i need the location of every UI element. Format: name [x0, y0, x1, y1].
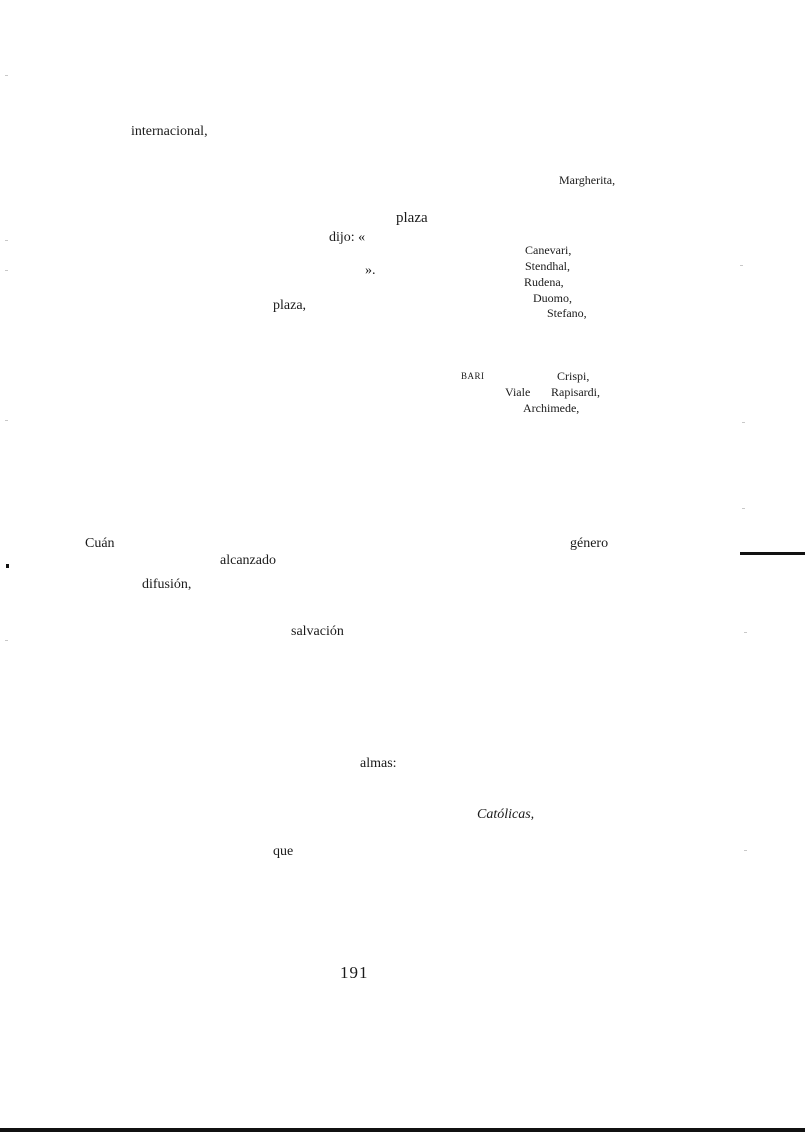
edge-rule-right: [740, 552, 805, 555]
scan-speck: [5, 420, 8, 421]
word-rapisardi: Rapisardi,: [551, 385, 600, 399]
word-viale: Viale: [505, 385, 531, 399]
word-bari: BARI: [461, 371, 485, 381]
word-internacional: internacional,: [131, 124, 208, 139]
word-plaza: plaza: [396, 210, 428, 226]
scan-speck: [5, 640, 8, 641]
word-archimede: Archimede,: [523, 401, 580, 415]
word-rudena: Rudena,: [524, 275, 564, 289]
scan-speck: [744, 850, 747, 851]
word-difusion: difusión,: [142, 577, 192, 592]
page-number: 191: [340, 963, 369, 982]
word-almas: almas:: [360, 756, 397, 771]
scan-speck: [740, 265, 743, 266]
edge-rule-bottom: [0, 1128, 805, 1132]
word-stefano: Stefano,: [547, 306, 587, 320]
word-cuan: Cuán: [85, 536, 115, 551]
margin-mark: [6, 564, 9, 568]
word-canevari: Canevari,: [525, 243, 572, 257]
word-dijo: dijo: «: [329, 230, 366, 245]
word-catolicas: Católicas,: [477, 807, 535, 822]
word-crispi: Crispi,: [557, 369, 590, 383]
scan-speck: [742, 422, 745, 423]
word-que: que: [273, 844, 294, 859]
scan-speck: [5, 270, 8, 271]
word-alcanzado: alcanzado: [220, 553, 276, 568]
scan-speck: [742, 508, 745, 509]
word-genero: género: [570, 536, 609, 551]
word-margherita: Margherita,: [559, 173, 616, 187]
scan-speck: [5, 75, 8, 76]
scan-speck: [5, 240, 8, 241]
word-close-quote: ».: [365, 263, 376, 278]
word-salvacion: salvación: [291, 624, 344, 639]
word-stendhal: Stendhal,: [525, 259, 570, 273]
word-plaza-2: plaza,: [273, 298, 307, 313]
scan-speck: [744, 632, 747, 633]
word-duomo: Duomo,: [533, 291, 572, 305]
